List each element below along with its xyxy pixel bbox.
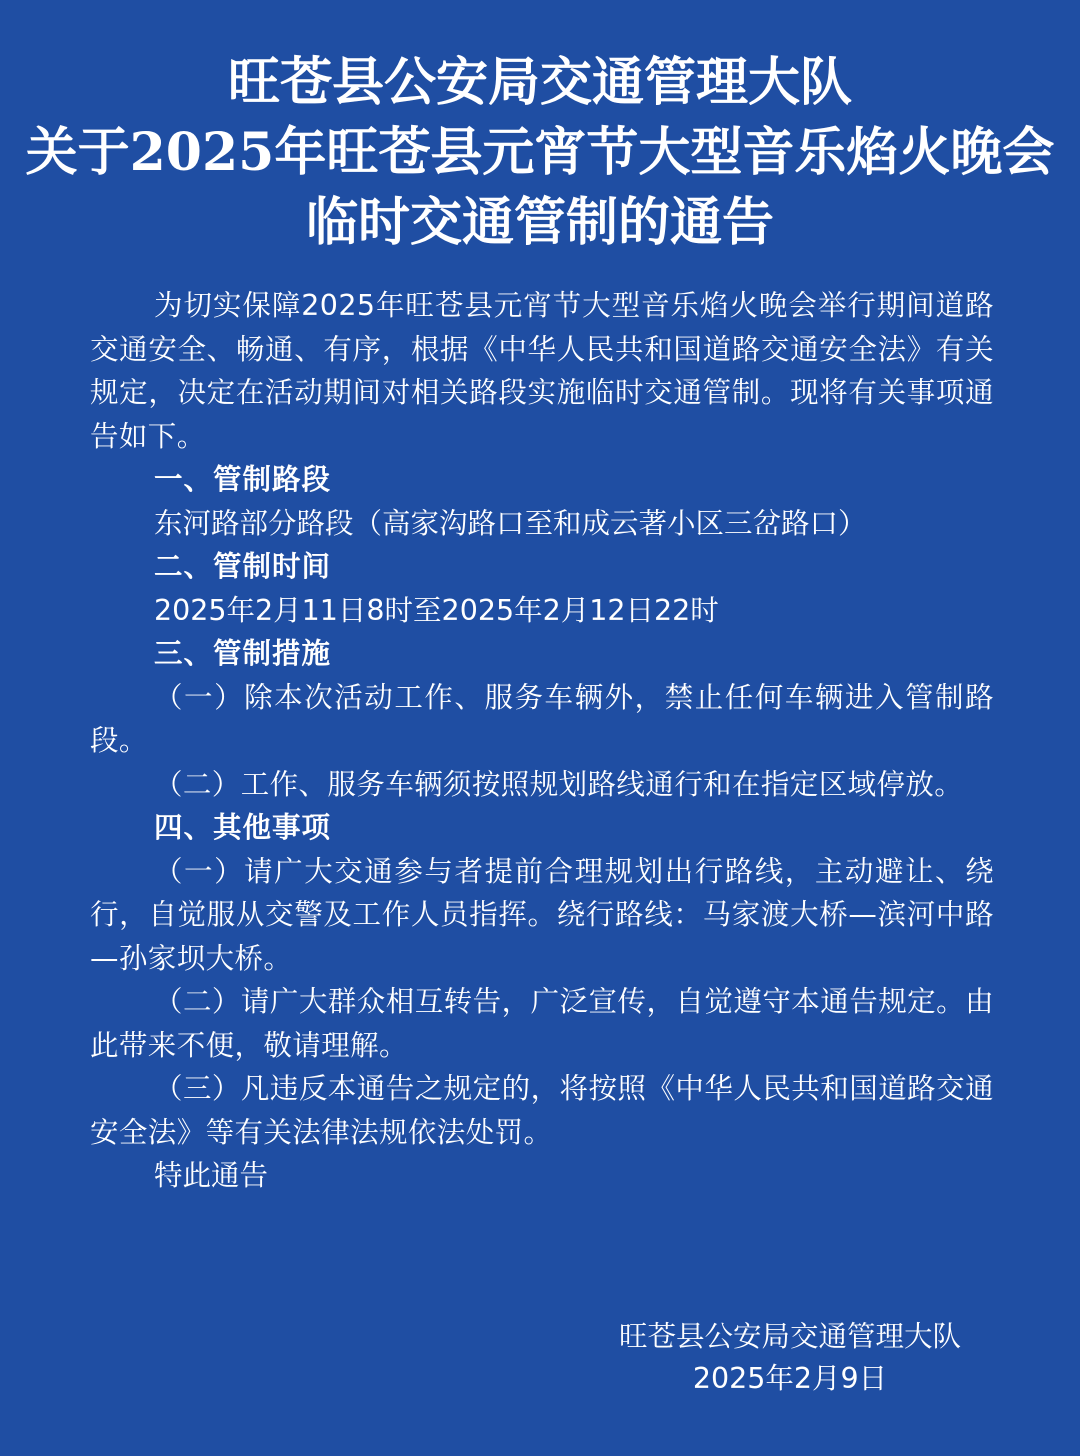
measure-item-1: （一）除本次活动工作、服务车辆外，禁止任何车辆进入管制路段。	[90, 680, 994, 757]
control-road-text: 东河路部分路段（高家沟路口至和成云著小区三岔路口）	[154, 506, 867, 540]
other-item-3: （三）凡违反本通告之规定的，将按照《中华人民共和国道路交通安全法》等有关法律法规依法处罚。	[90, 1072, 994, 1149]
signature-block	[560, 1316, 1020, 1400]
signature-date: 2025年2月9日	[692, 1362, 888, 1395]
control-time-text: 2025年2月11日8时至2025年2月12日22时	[154, 593, 719, 627]
other-item-2: （二）请广大群众相互转告，广泛宣传，自觉遵守本通告规定。由此带来不便，敬请理解。	[90, 985, 994, 1062]
notice-body	[90, 284, 994, 1198]
title-line-1: 旺苍县公安局交通管理大队	[227, 52, 852, 113]
title-line-2: 关于2025年旺苍县元宵节大型音乐焰火晚会	[25, 122, 1055, 183]
title-line-3: 临时交通管制的通告	[305, 192, 774, 253]
signature-org: 旺苍县公安局交通管理大队	[618, 1320, 961, 1353]
intro-paragraph: 为切实保障2025年旺苍县元宵节大型音乐焰火晚会举行期间道路交通安全、畅通、有序，根据《中华人民共和国道路交通安全法》有关规定，决定在活动期间对相关路段实施临时交通管制。现将有关事项通告如下。	[90, 289, 994, 453]
section-heading-other-matters: 四、其他事项	[154, 811, 332, 844]
measure-item-2: （二）工作、服务车辆须按照规划路线通行和在指定区域停放。	[154, 767, 964, 801]
section-heading-control-road: 一、管制路段	[154, 463, 332, 496]
closing-text: 特此通告	[154, 1159, 269, 1192]
section-heading-control-time: 二、管制时间	[154, 550, 332, 583]
notice-title	[0, 48, 1080, 258]
section-heading-control-measures: 三、管制措施	[154, 637, 332, 670]
other-item-1: （一）请广大交通参与者提前合理规划出行路线，主动避让、绕行，自觉服从交警及工作人员指挥。绕行路线：马家渡大桥—滨河中路—孙家坝大桥。	[90, 854, 994, 975]
